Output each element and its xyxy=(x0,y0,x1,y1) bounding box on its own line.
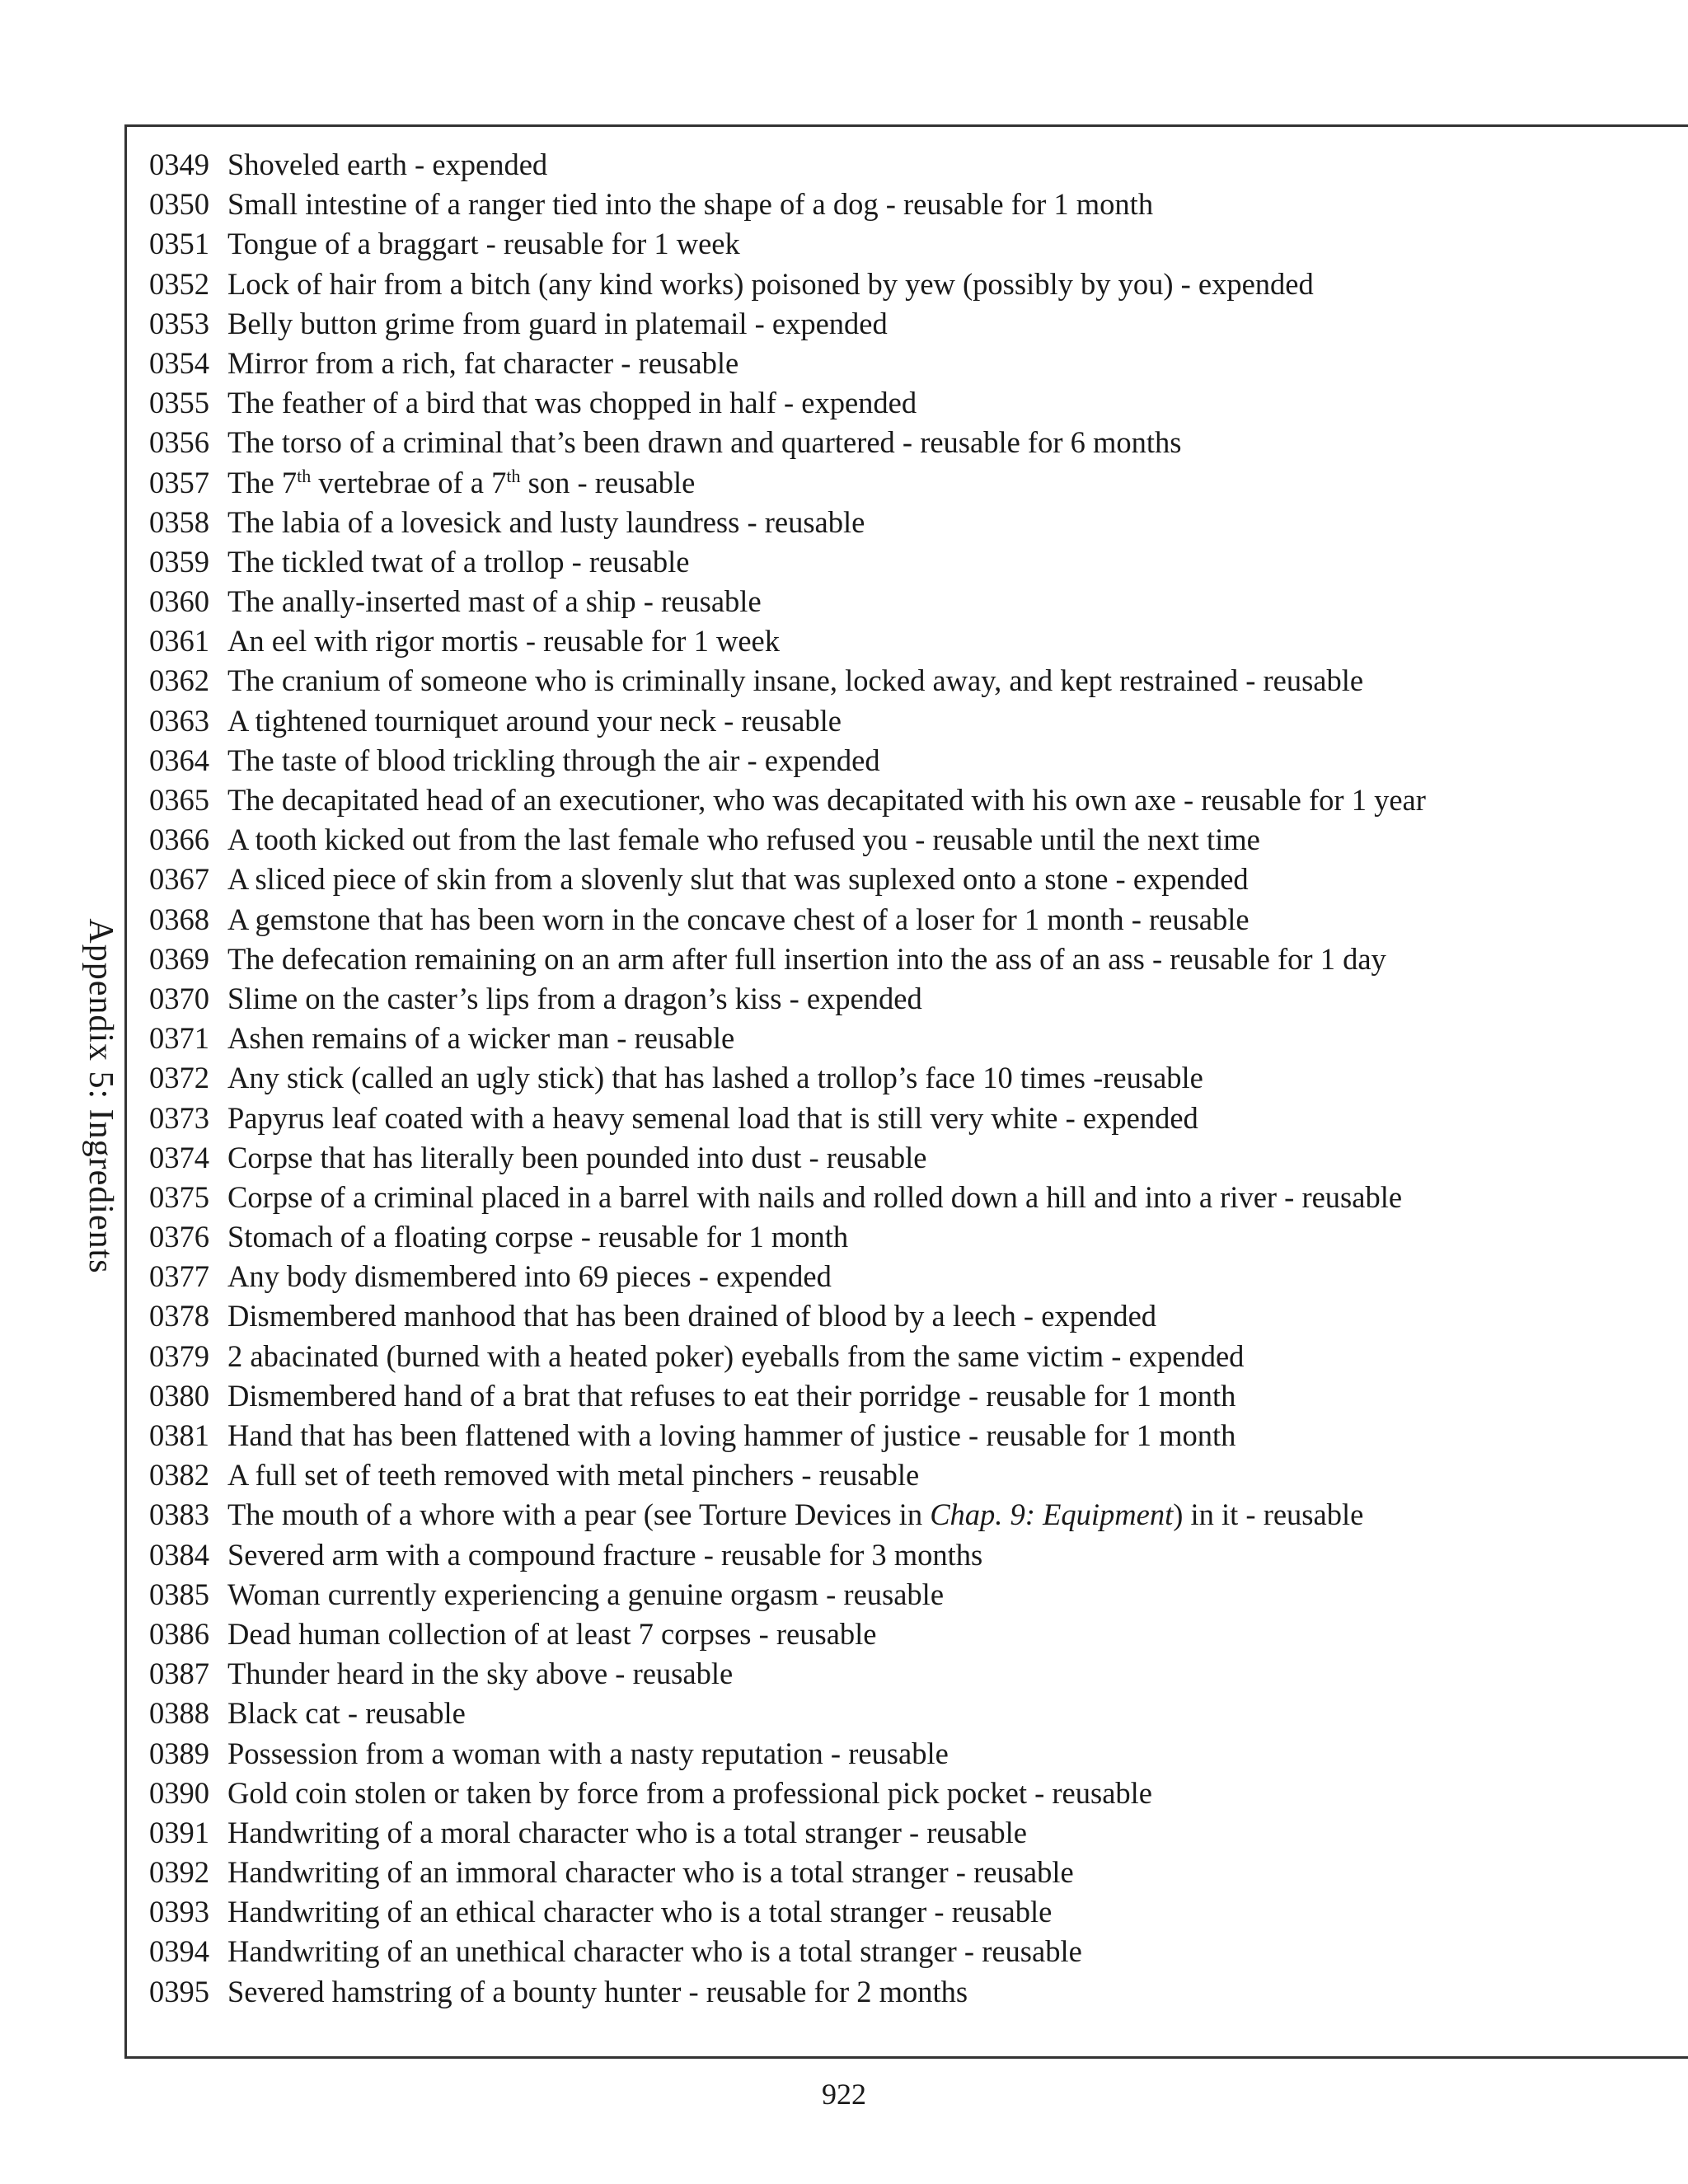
list-item xyxy=(149,383,1666,423)
item-number: 0378 xyxy=(149,1299,209,1333)
item-number: 0388 xyxy=(149,1696,209,1731)
item-number: 0370 xyxy=(149,981,209,1015)
superscript: th xyxy=(297,465,312,486)
item-text: Dismembered hand of a brat that refuses to eat their porridge - reusable for 1 month xyxy=(227,1378,1236,1413)
item-text: Tongue of a braggart - reusable for 1 week xyxy=(227,227,740,261)
list-item xyxy=(149,1654,1666,1694)
item-text: Any body dismembered into 69 pieces - expended xyxy=(227,1259,832,1294)
list-item xyxy=(149,661,1666,701)
item-text: Handwriting of a moral character who is a total stranger - reusable xyxy=(227,1815,1027,1849)
list-item xyxy=(149,860,1666,899)
list-item xyxy=(149,1058,1666,1098)
item-text: A gemstone that has been worn in the concave chest of a loser for 1 month - reusable xyxy=(227,902,1250,936)
item-number: 0393 xyxy=(149,1895,209,1929)
item-number: 0395 xyxy=(149,1974,209,2008)
item-text: Dismembered manhood that has been drained of blood by a leech - expended xyxy=(227,1299,1157,1333)
list-item xyxy=(149,582,1666,621)
list-item xyxy=(149,1099,1666,1138)
item-number: 0381 xyxy=(149,1418,209,1452)
item-number: 0349 xyxy=(149,148,209,181)
list-item xyxy=(149,185,1666,224)
item-text: Mirror from a rich, fat character - reusable xyxy=(227,345,739,380)
list-item xyxy=(149,701,1666,741)
list-item xyxy=(149,463,1666,503)
item-text: The feather of a bird that was chopped in half - expended xyxy=(227,386,917,420)
list-item xyxy=(149,1853,1666,1892)
item-number: 0373 xyxy=(149,1100,209,1135)
item-text: Small intestine of a ranger tied into the shape of a dog - reusable for 1 month xyxy=(227,187,1154,222)
list-item xyxy=(149,1535,1666,1575)
item-number: 0350 xyxy=(149,187,209,222)
item-text: The tickled twat of a trollop - reusable xyxy=(227,544,690,579)
list-item xyxy=(149,1455,1666,1495)
item-number: 0356 xyxy=(149,425,209,460)
item-text: A tightened tourniquet around your neck - reusable xyxy=(227,703,842,738)
list-item xyxy=(149,1376,1666,1416)
item-number: 0355 xyxy=(149,386,209,420)
item-number: 0353 xyxy=(149,306,209,340)
item-text: The labia of a lovesick and lusty laundress - reusable xyxy=(227,504,865,539)
list-item xyxy=(149,900,1666,940)
list-item xyxy=(149,1972,1666,2012)
item-number: 0360 xyxy=(149,584,209,619)
ingredient-list xyxy=(149,145,1666,2012)
item-number: 0394 xyxy=(149,1934,209,1969)
item-number: 0374 xyxy=(149,1140,209,1174)
item-number: 0361 xyxy=(149,624,209,658)
list-item xyxy=(149,1734,1666,1774)
item-text: A sliced piece of skin from a slovenly slut that was suplexed onto a stone - expended xyxy=(227,862,1249,897)
item-number: 0368 xyxy=(149,902,209,936)
list-item xyxy=(149,224,1666,264)
list-item xyxy=(149,1694,1666,1733)
item-number: 0351 xyxy=(149,227,209,261)
list-item xyxy=(149,344,1666,383)
side-title: Appendix 5: Ingredients xyxy=(82,918,120,1274)
item-text-part: ) in it - reusable xyxy=(1173,1497,1364,1532)
list-item xyxy=(149,780,1666,820)
item-number: 0363 xyxy=(149,703,209,738)
item-number: 0391 xyxy=(149,1815,209,1849)
item-text: Handwriting of an ethical character who is a total stranger - reusable xyxy=(227,1895,1053,1929)
item-number: 0389 xyxy=(149,1736,209,1770)
list-item xyxy=(149,265,1666,304)
item-number: 0383 xyxy=(149,1497,209,1532)
item-text: 2 abacinated (burned with a heated poker) eyeballs from the same victim - expended xyxy=(227,1338,1245,1373)
list-item xyxy=(149,1575,1666,1615)
item-text: Shoveled earth - expended xyxy=(227,148,548,181)
item-number: 0384 xyxy=(149,1537,209,1572)
item-text: The cranium of someone who is criminally insane, locked away, and kept restrained - reusable xyxy=(227,663,1364,698)
list-item xyxy=(149,145,1666,185)
list-item xyxy=(149,1217,1666,1257)
item-number: 0358 xyxy=(149,504,209,539)
list-item xyxy=(149,1774,1666,1813)
list-item xyxy=(149,979,1666,1019)
list-item xyxy=(149,1178,1666,1217)
item-number: 0382 xyxy=(149,1458,209,1493)
list-item xyxy=(149,1813,1666,1853)
item-text: The defecation remaining on an arm after full insertion into the ass of an ass - reusable for 1 day xyxy=(227,941,1386,976)
item-number: 0362 xyxy=(149,663,209,698)
item-number: 0359 xyxy=(149,544,209,579)
item-number: 0380 xyxy=(149,1378,209,1413)
item-number: 0372 xyxy=(149,1061,209,1095)
item-text: Ashen remains of a wicker man - reusable xyxy=(227,1021,735,1056)
item-text xyxy=(227,1495,1363,1535)
item-text: The taste of blood trickling through the air - expended xyxy=(227,743,880,777)
item-text: Severed arm with a compound fracture - reusable for 3 months xyxy=(227,1537,983,1572)
list-item xyxy=(149,1257,1666,1296)
item-number: 0386 xyxy=(149,1616,209,1651)
item-text: Lock of hair from a bitch (any kind works) poisoned by yew (possibly by you) - expended xyxy=(227,266,1314,301)
item-number: 0354 xyxy=(149,345,209,380)
item-text: Handwriting of an immoral character who is a total stranger - reusable xyxy=(227,1855,1074,1890)
item-number: 0387 xyxy=(149,1657,209,1691)
item-text-part: son - reusable xyxy=(520,465,696,499)
item-text: Slime on the caster’s lips from a dragon’s kiss - expended xyxy=(227,981,922,1015)
list-item xyxy=(149,621,1666,661)
list-item xyxy=(149,1615,1666,1654)
item-text: Corpse that has literally been pounded into dust - reusable xyxy=(227,1140,927,1174)
list-item xyxy=(149,1892,1666,1932)
item-text: The decapitated head of an executioner, who was decapitated with his own axe - reusable for 1 year xyxy=(227,783,1426,817)
chapter-reference: Chap. 9: Equipment xyxy=(930,1497,1174,1532)
item-text: An eel with rigor mortis - reusable for 1 week xyxy=(227,624,780,658)
list-item xyxy=(149,1296,1666,1336)
item-number: 0366 xyxy=(149,823,209,857)
list-item xyxy=(149,1495,1666,1535)
item-text: Black cat - reusable xyxy=(227,1696,466,1731)
list-item xyxy=(149,304,1666,344)
list-item xyxy=(149,1337,1666,1376)
item-number: 0377 xyxy=(149,1259,209,1294)
item-text: Dead human collection of at least 7 corpses - reusable xyxy=(227,1616,877,1651)
item-number: 0375 xyxy=(149,1179,209,1214)
item-number: 0369 xyxy=(149,941,209,976)
list-item xyxy=(149,1932,1666,1971)
item-text: Handwriting of an unethical character who is a total stranger - reusable xyxy=(227,1934,1082,1969)
item-number: 0371 xyxy=(149,1021,209,1056)
item-text: Any stick (called an ugly stick) that has lashed a trollop’s face 10 times -reusable xyxy=(227,1061,1203,1095)
item-text: Woman currently experiencing a genuine orgasm - reusable xyxy=(227,1577,945,1611)
item-text: Possession from a woman with a nasty reputation - reusable xyxy=(227,1736,949,1770)
list-item xyxy=(149,741,1666,780)
item-number: 0390 xyxy=(149,1775,209,1810)
item-number: 0352 xyxy=(149,266,209,301)
item-text xyxy=(227,463,695,503)
item-text: Belly button grime from guard in platemail - expended xyxy=(227,306,888,340)
list-item xyxy=(149,1138,1666,1178)
item-number: 0392 xyxy=(149,1855,209,1890)
item-text: The anally-inserted mast of a ship - reusable xyxy=(227,584,762,619)
item-text: Thunder heard in the sky above - reusable xyxy=(227,1657,734,1691)
item-number: 0367 xyxy=(149,862,209,897)
item-number: 0385 xyxy=(149,1577,209,1611)
page-number: 922 xyxy=(822,2078,866,2111)
item-text: Stomach of a floating corpse - reusable for 1 month xyxy=(227,1220,849,1254)
list-item xyxy=(149,423,1666,462)
item-text: Hand that has been flattened with a loving hammer of justice - reusable for 1 month xyxy=(227,1418,1236,1452)
item-text: The torso of a criminal that’s been drawn and quartered - reusable for 6 months xyxy=(227,425,1182,460)
item-number: 0364 xyxy=(149,743,209,777)
item-text: A full set of teeth removed with metal pinchers - reusable xyxy=(227,1458,920,1493)
superscript: th xyxy=(506,465,521,486)
list-item xyxy=(149,503,1666,542)
list-item xyxy=(149,542,1666,582)
item-text-part: vertebrae of a 7 xyxy=(311,465,507,499)
item-number: 0379 xyxy=(149,1338,209,1373)
list-item xyxy=(149,940,1666,979)
item-number: 0365 xyxy=(149,783,209,817)
item-text: A tooth kicked out from the last female who refused you - reusable until the next time xyxy=(227,823,1260,857)
item-number: 0376 xyxy=(149,1220,209,1254)
list-item xyxy=(149,1019,1666,1058)
item-text: Severed hamstring of a bounty hunter - reusable for 2 months xyxy=(227,1974,968,2008)
item-text: Papyrus leaf coated with a heavy semenal load that is still very white - expended xyxy=(227,1100,1198,1135)
item-text: Gold coin stolen or taken by force from a professional pick pocket - reusable xyxy=(227,1775,1153,1810)
item-text-part: The mouth of a whore with a pear (see Torture Devices in xyxy=(227,1497,931,1532)
item-text-part: The 7 xyxy=(227,465,298,499)
list-item xyxy=(149,820,1666,860)
item-text: Corpse of a criminal placed in a barrel with nails and rolled down a hill and into a river - reusable xyxy=(227,1179,1403,1214)
item-number: 0357 xyxy=(149,465,209,499)
list-item xyxy=(149,1416,1666,1455)
